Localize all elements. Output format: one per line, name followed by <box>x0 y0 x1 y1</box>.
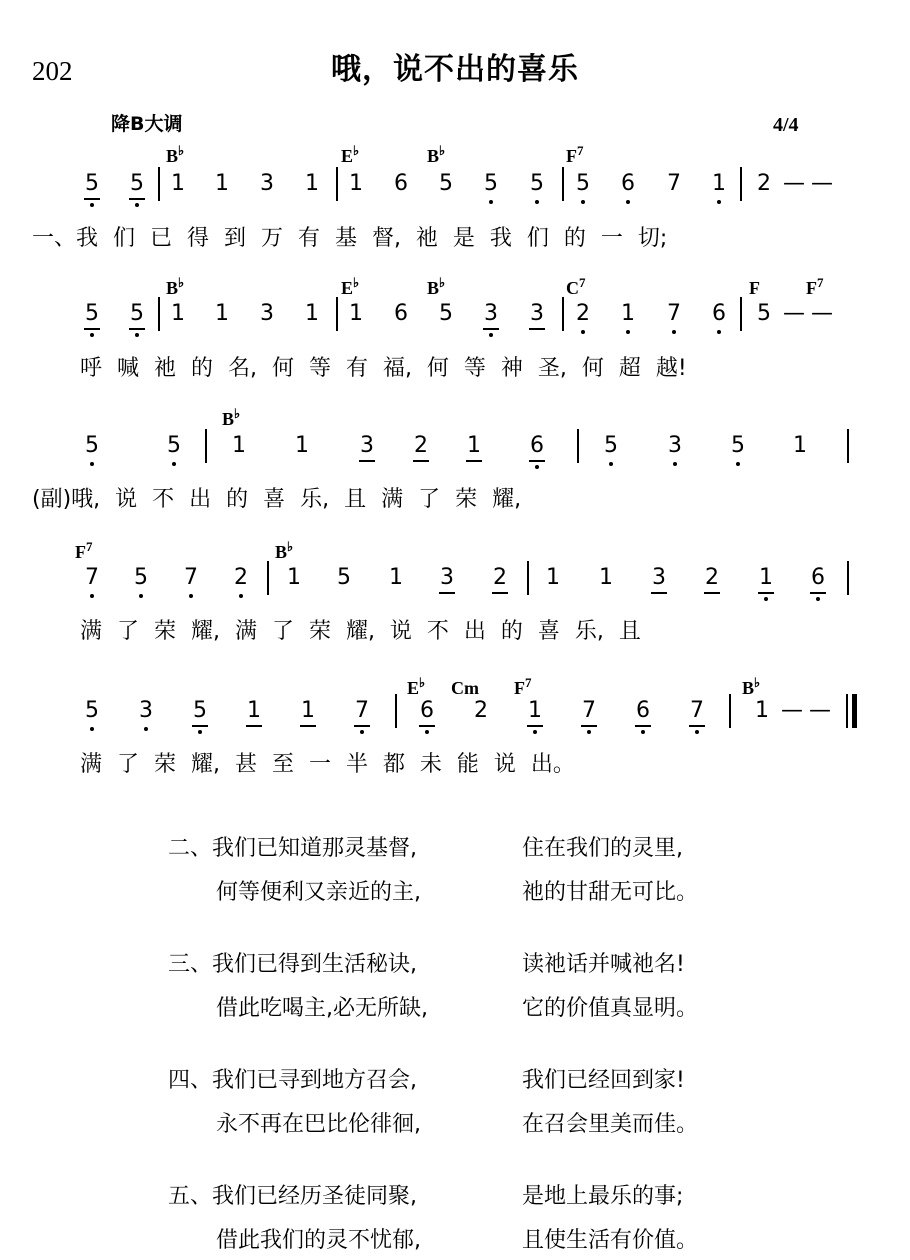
chord-symbol <box>75 540 93 561</box>
eighth-underline <box>84 198 100 200</box>
eighth-underline <box>492 592 508 594</box>
octave-dot-below <box>172 462 176 466</box>
jianpu-note: 7 <box>667 171 681 196</box>
chord-root: B <box>427 278 440 298</box>
chord-root: B <box>742 678 755 698</box>
chord-modifier: ♭ <box>754 675 761 690</box>
verse-line-left: 何等便利又亲近的主, <box>216 880 421 905</box>
verse-line-right: 它的价值真显明。 <box>522 996 699 1021</box>
jianpu-note: 6 <box>811 565 825 590</box>
octave-dot-below <box>533 730 537 734</box>
jianpu-note: 3 <box>139 698 153 723</box>
chord-root: C <box>566 278 579 298</box>
bar-line <box>336 297 338 331</box>
eighth-underline <box>419 725 435 727</box>
chord-modifier: 7 <box>525 675 532 690</box>
jianpu-note: — <box>809 698 831 723</box>
octave-dot-below <box>717 330 721 334</box>
eighth-underline <box>689 725 705 727</box>
verse-line-left: 借此吃喝主,必无所缺, <box>216 996 428 1021</box>
jianpu-note: 1 <box>599 565 613 590</box>
chord-symbol <box>341 144 359 165</box>
chord-symbol <box>427 144 445 165</box>
jianpu-note: 1 <box>793 433 807 458</box>
jianpu-note: 5 <box>439 301 453 326</box>
chord-symbol <box>742 676 760 697</box>
octave-dot-below <box>673 462 677 466</box>
jianpu-note: 1 <box>349 171 363 196</box>
eighth-underline <box>129 198 145 200</box>
lyric-line: 满 了 荣 耀, 满 了 荣 耀, 说 不 出 的 喜 乐, 且 <box>80 619 641 644</box>
eighth-underline <box>704 592 720 594</box>
jianpu-note: 1 <box>301 698 315 723</box>
jianpu-note: 6 <box>636 698 650 723</box>
jianpu-note: 1 <box>528 698 542 723</box>
jianpu-note: 7 <box>690 698 704 723</box>
octave-dot-below <box>609 462 613 466</box>
octave-dot-below <box>360 730 364 734</box>
jianpu-note: 2 <box>705 565 719 590</box>
jianpu-note: 5 <box>439 171 453 196</box>
octave-dot-below <box>717 200 721 204</box>
bar-line <box>740 297 742 331</box>
jianpu-note: 5 <box>604 433 618 458</box>
jianpu-note: 3 <box>668 433 682 458</box>
octave-dot-below <box>626 330 630 334</box>
jianpu-note: 3 <box>260 171 274 196</box>
jianpu-note: 1 <box>287 565 301 590</box>
octave-dot-below <box>135 203 139 207</box>
eighth-underline <box>581 725 597 727</box>
jianpu-note: 5 <box>85 301 99 326</box>
final-bar-thin <box>846 694 848 728</box>
verse-line-right: 祂的甘甜无可比。 <box>522 880 699 905</box>
jianpu-note: 1 <box>621 301 635 326</box>
jianpu-note: 5 <box>85 433 99 458</box>
octave-dot-below <box>581 330 585 334</box>
octave-dot-below <box>695 730 699 734</box>
chord-root: F <box>749 278 760 298</box>
verse-line-right: 读祂话并喊祂名! <box>522 952 685 977</box>
chord-symbol <box>407 676 425 697</box>
jianpu-note: 5 <box>337 565 351 590</box>
verse-line-right: 住在我们的灵里, <box>522 836 683 861</box>
jianpu-note: 2 <box>234 565 248 590</box>
jianpu-note: 3 <box>360 433 374 458</box>
octave-dot-below <box>189 594 193 598</box>
jianpu-note: 6 <box>621 171 635 196</box>
chord-modifier: ♭ <box>353 275 360 290</box>
verse-line-left: 二、我们已知道那灵基督, <box>168 836 417 861</box>
jianpu-note: 3 <box>530 301 544 326</box>
octave-dot-below <box>90 333 94 337</box>
chord-root: E <box>407 678 420 698</box>
lyric-line: 呼 喊 祂 的 名, 何 等 有 福, 何 等 神 圣, 何 超 越! <box>80 356 687 381</box>
octave-dot-below <box>736 462 740 466</box>
chord-root: B <box>275 542 288 562</box>
jianpu-note: — <box>811 171 833 196</box>
chord-modifier: ♭ <box>178 143 185 158</box>
jianpu-note: 3 <box>440 565 454 590</box>
eighth-underline <box>529 460 545 462</box>
jianpu-note: 2 <box>493 565 507 590</box>
chord-root: F <box>566 146 577 166</box>
jianpu-note: 7 <box>85 565 99 590</box>
octave-dot-below <box>90 462 94 466</box>
chord-modifier: ♭ <box>178 275 185 290</box>
jianpu-note: 7 <box>355 698 369 723</box>
chord-symbol <box>749 276 760 297</box>
jianpu-note: 5 <box>85 171 99 196</box>
octave-dot-below <box>535 465 539 469</box>
octave-dot-below <box>672 330 676 334</box>
eighth-underline <box>439 592 455 594</box>
jianpu-note: 1 <box>171 301 185 326</box>
jianpu-note: 5 <box>484 171 498 196</box>
lyric-line: 满 了 荣 耀, 甚 至 一 半 都 未 能 说 出。 <box>80 752 575 777</box>
octave-dot-below <box>90 594 94 598</box>
verse-line-right: 我们已经回到家! <box>522 1068 685 1093</box>
octave-dot-below <box>489 200 493 204</box>
octave-dot-below <box>816 597 820 601</box>
chord-symbol <box>427 276 445 297</box>
eighth-underline <box>359 460 375 462</box>
bar-line <box>336 167 338 201</box>
jianpu-note: — <box>783 301 805 326</box>
octave-dot-below <box>139 594 143 598</box>
octave-dot-below <box>587 730 591 734</box>
jianpu-note: 2 <box>576 301 590 326</box>
jianpu-note: 1 <box>295 433 309 458</box>
jianpu-note: 5 <box>167 433 181 458</box>
chord-root: B <box>222 409 235 429</box>
jianpu-note: 1 <box>215 301 229 326</box>
jianpu-note: 1 <box>305 171 319 196</box>
eighth-underline <box>84 328 100 330</box>
eighth-underline <box>246 725 262 727</box>
verse-line-left: 四、我们已寻到地方召会, <box>168 1068 417 1093</box>
eighth-underline <box>529 328 545 330</box>
octave-dot-below <box>90 727 94 731</box>
jianpu-note: 7 <box>667 301 681 326</box>
bar-line <box>205 429 207 463</box>
eighth-underline <box>129 328 145 330</box>
eighth-underline <box>413 460 429 462</box>
eighth-underline <box>810 592 826 594</box>
chord-root: B <box>166 146 179 166</box>
eighth-underline <box>354 725 370 727</box>
octave-dot-below <box>535 200 539 204</box>
chord-symbol <box>451 676 479 697</box>
eighth-underline <box>651 592 667 594</box>
chord-root: E <box>341 278 354 298</box>
bar-line <box>740 167 742 201</box>
verse-line-left: 三、我们已得到生活秘诀, <box>168 952 417 977</box>
chord-root: B <box>166 278 179 298</box>
jianpu-note: 3 <box>484 301 498 326</box>
chord-symbol <box>166 144 184 165</box>
jianpu-note: 2 <box>414 433 428 458</box>
bar-line <box>527 561 529 595</box>
chord-modifier: ♭ <box>287 539 294 554</box>
jianpu-note: 1 <box>755 698 769 723</box>
bar-line <box>562 167 564 201</box>
verse-line-left: 借此我们的灵不忧郁, <box>216 1228 421 1253</box>
final-bar-thick <box>852 694 857 728</box>
chord-modifier: 7 <box>579 275 586 290</box>
jianpu-note: 7 <box>184 565 198 590</box>
octave-dot-below <box>135 333 139 337</box>
jianpu-note: 2 <box>474 698 488 723</box>
chord-modifier: ♭ <box>439 275 446 290</box>
jianpu-note: — <box>781 698 803 723</box>
jianpu-note: 6 <box>420 698 434 723</box>
octave-dot-below <box>144 727 148 731</box>
eighth-underline <box>635 725 651 727</box>
chord-symbol <box>341 276 359 297</box>
jianpu-note: 2 <box>757 171 771 196</box>
eighth-underline <box>466 460 482 462</box>
key-signature: 降B大调 <box>111 113 183 135</box>
jianpu-note: 1 <box>305 301 319 326</box>
lyric-line: (副)哦, 说 不 出 的 喜 乐, 且 满 了 荣 耀, <box>32 487 522 512</box>
chord-root: F <box>75 542 86 562</box>
chord-symbol <box>806 276 824 297</box>
jianpu-note: 1 <box>349 301 363 326</box>
jianpu-note: 6 <box>394 171 408 196</box>
jianpu-note: 1 <box>546 565 560 590</box>
chord-root: Cm <box>451 678 479 698</box>
jianpu-note: 5 <box>731 433 745 458</box>
jianpu-note: 1 <box>215 171 229 196</box>
jianpu-note: 1 <box>389 565 403 590</box>
verse-line-left: 五、我们已经历圣徒同聚, <box>168 1184 417 1209</box>
eighth-underline <box>192 725 208 727</box>
chord-modifier: ♭ <box>234 406 241 421</box>
bar-line <box>847 561 849 595</box>
chord-symbol <box>222 407 240 428</box>
time-signature: 4/4 <box>773 114 799 136</box>
jianpu-note: 5 <box>85 698 99 723</box>
octave-dot-below <box>198 730 202 734</box>
jianpu-note: 5 <box>576 171 590 196</box>
jianpu-note: 5 <box>134 565 148 590</box>
eighth-underline <box>300 725 316 727</box>
jianpu-note: 6 <box>530 433 544 458</box>
chord-root: F <box>806 278 817 298</box>
octave-dot-below <box>764 597 768 601</box>
octave-dot-below <box>626 200 630 204</box>
chord-symbol <box>275 540 293 561</box>
chord-modifier: 7 <box>86 539 93 554</box>
bar-line <box>577 429 579 463</box>
verse-line-right: 且使生活有价值。 <box>522 1228 699 1253</box>
bar-line <box>158 167 160 201</box>
jianpu-note: 5 <box>757 301 771 326</box>
verse-line-right: 在召会里美而佳。 <box>522 1112 699 1137</box>
jianpu-note: 5 <box>193 698 207 723</box>
jianpu-note: 3 <box>652 565 666 590</box>
chord-root: B <box>427 146 440 166</box>
lyric-line: 一、我 们 已 得 到 万 有 基 督, 祂 是 我 们 的 一 切; <box>32 226 668 251</box>
eighth-underline <box>758 592 774 594</box>
jianpu-note: 5 <box>130 301 144 326</box>
jianpu-note: 5 <box>130 171 144 196</box>
octave-dot-below <box>581 200 585 204</box>
bar-line <box>395 694 397 728</box>
octave-dot-below <box>239 594 243 598</box>
eighth-underline <box>527 725 543 727</box>
jianpu-note: 1 <box>171 171 185 196</box>
chord-root: E <box>341 146 354 166</box>
octave-dot-below <box>641 730 645 734</box>
jianpu-note: 5 <box>530 171 544 196</box>
chord-modifier: ♭ <box>419 675 426 690</box>
jianpu-note: 6 <box>394 301 408 326</box>
hymn-number: 202 <box>32 56 73 86</box>
bar-line <box>267 561 269 595</box>
jianpu-note: — <box>783 171 805 196</box>
chord-modifier: ♭ <box>439 143 446 158</box>
jianpu-note: 1 <box>232 433 246 458</box>
jianpu-note: 3 <box>260 301 274 326</box>
bar-line <box>847 429 849 463</box>
chord-symbol <box>166 276 184 297</box>
jianpu-note: 1 <box>247 698 261 723</box>
bar-line <box>562 297 564 331</box>
bar-line <box>158 297 160 331</box>
chord-modifier: ♭ <box>353 143 360 158</box>
octave-dot-below <box>425 730 429 734</box>
jianpu-note: — <box>811 301 833 326</box>
jianpu-note: 1 <box>759 565 773 590</box>
jianpu-note: 1 <box>712 171 726 196</box>
hymn-title: 哦，说不出的喜乐 <box>331 52 579 87</box>
jianpu-note: 1 <box>467 433 481 458</box>
chord-modifier: 7 <box>577 143 584 158</box>
chord-modifier: 7 <box>817 275 824 290</box>
chord-root: F <box>514 678 525 698</box>
eighth-underline <box>483 328 499 330</box>
verse-line-left: 永不再在巴比伦徘徊, <box>216 1112 421 1137</box>
octave-dot-below <box>90 203 94 207</box>
jianpu-note: 6 <box>712 301 726 326</box>
jianpu-note: 7 <box>582 698 596 723</box>
verse-line-right: 是地上最乐的事; <box>522 1184 684 1209</box>
chord-symbol <box>566 144 584 165</box>
chord-symbol <box>514 676 532 697</box>
chord-symbol <box>566 276 586 297</box>
bar-line <box>729 694 731 728</box>
octave-dot-below <box>489 333 493 337</box>
